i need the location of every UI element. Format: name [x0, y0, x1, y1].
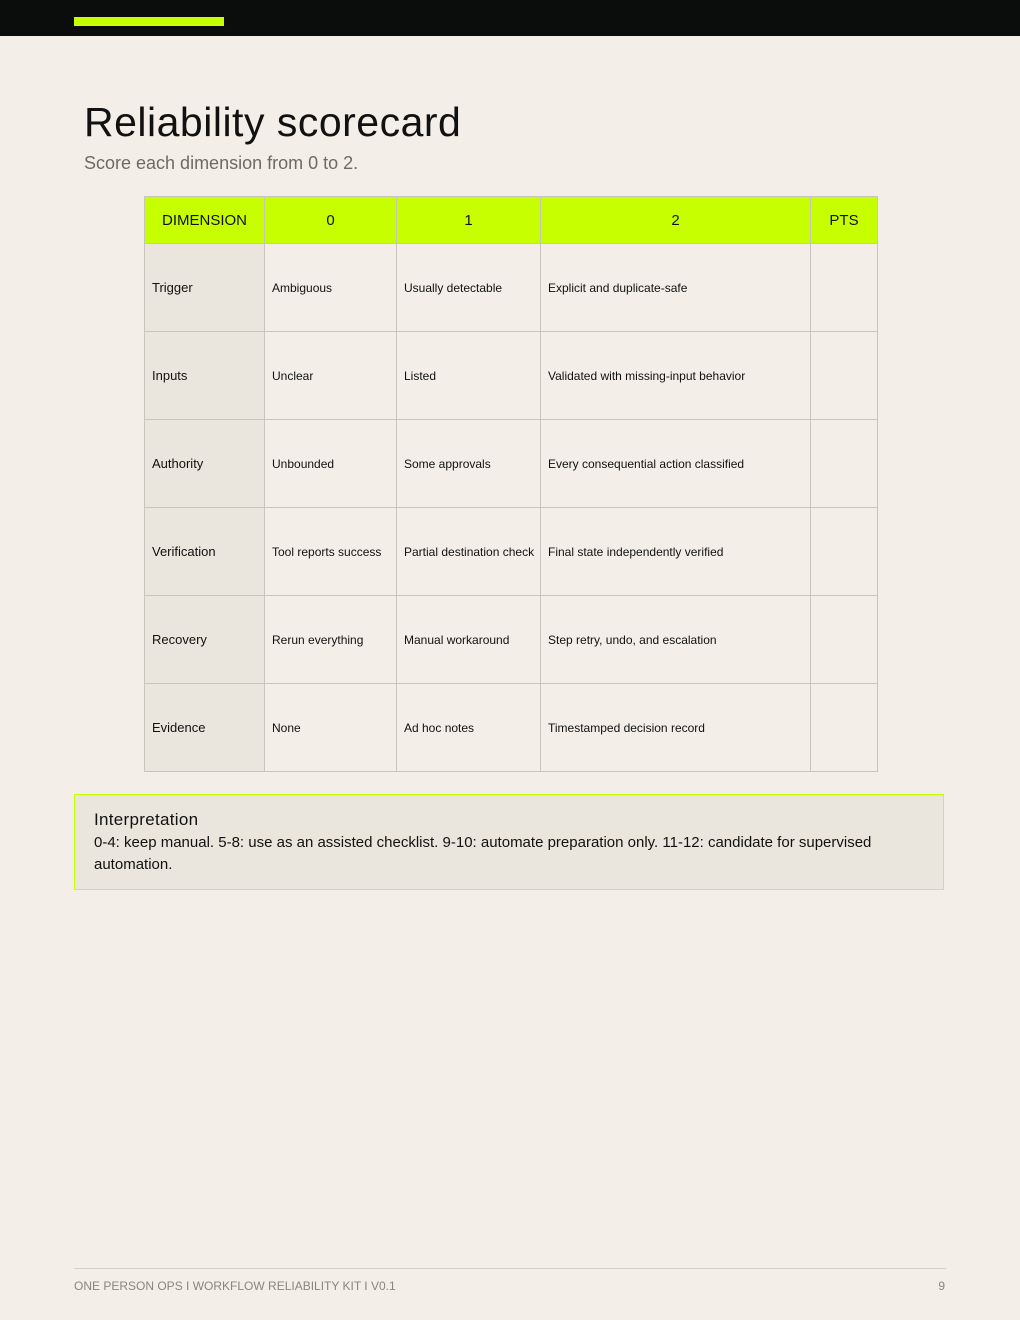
score-1-cell: Ad hoc notes [397, 684, 541, 772]
score-0-cell: Rerun everything [265, 596, 397, 684]
score-2-cell: Timestamped decision record [541, 684, 811, 772]
dimension-cell: Verification [145, 508, 265, 596]
header-dimension: DIMENSION [145, 197, 265, 244]
pts-cell[interactable] [811, 244, 878, 332]
dimension-cell: Trigger [145, 244, 265, 332]
table-header-row [145, 197, 878, 244]
header-score-1: 1 [397, 197, 541, 244]
dimension-cell: Recovery [145, 596, 265, 684]
table-row [145, 420, 878, 508]
score-1-cell: Some approvals [397, 420, 541, 508]
interpretation-title: Interpretation [94, 810, 199, 829]
score-0-cell: Tool reports success [265, 508, 397, 596]
page-subtitle: Score each dimension from 0 to 2. [84, 153, 359, 173]
footer-page-number: 9 [938, 1279, 945, 1293]
table-row [145, 244, 878, 332]
header-score-0: 0 [265, 197, 397, 244]
interpretation-body: 0-4: keep manual. 5-8: use as an assisted checklist. 9-10: automate preparation only. 11-12: candidate for supervised automation. [94, 834, 872, 873]
score-0-cell: Unclear [265, 332, 397, 420]
table-row [145, 596, 878, 684]
table-row [145, 332, 878, 420]
dimension-cell: Authority [145, 420, 265, 508]
footer-document-title: ONE PERSON OPS I WORKFLOW RELIABILITY KIT I V0.1 [74, 1279, 396, 1293]
top-accent-bar [74, 17, 224, 26]
page-title: Reliability scorecard [84, 99, 462, 145]
score-0-cell: None [265, 684, 397, 772]
dimension-cell: Inputs [145, 332, 265, 420]
pts-cell[interactable] [811, 596, 878, 684]
pts-cell[interactable] [811, 508, 878, 596]
score-1-cell: Manual workaround [397, 596, 541, 684]
score-0-cell: Unbounded [265, 420, 397, 508]
score-1-cell: Usually detectable [397, 244, 541, 332]
pts-cell[interactable] [811, 420, 878, 508]
score-0-cell: Ambiguous [265, 244, 397, 332]
table-row [145, 508, 878, 596]
score-1-cell: Partial destination check [397, 508, 541, 596]
footer-divider [74, 1268, 946, 1269]
pts-cell[interactable] [811, 684, 878, 772]
score-2-cell: Final state independently verified [541, 508, 811, 596]
scorecard-table [144, 196, 878, 772]
dimension-cell: Evidence [145, 684, 265, 772]
score-2-cell: Explicit and duplicate-safe [541, 244, 811, 332]
score-1-cell: Listed [397, 332, 541, 420]
table-row [145, 684, 878, 772]
score-2-cell: Step retry, undo, and escalation [541, 596, 811, 684]
score-2-cell: Validated with missing-input behavior [541, 332, 811, 420]
header-score-2: 2 [541, 197, 811, 244]
interpretation-box [74, 794, 944, 890]
header-pts: PTS [811, 197, 878, 244]
score-2-cell: Every consequential action classified [541, 420, 811, 508]
pts-cell[interactable] [811, 332, 878, 420]
